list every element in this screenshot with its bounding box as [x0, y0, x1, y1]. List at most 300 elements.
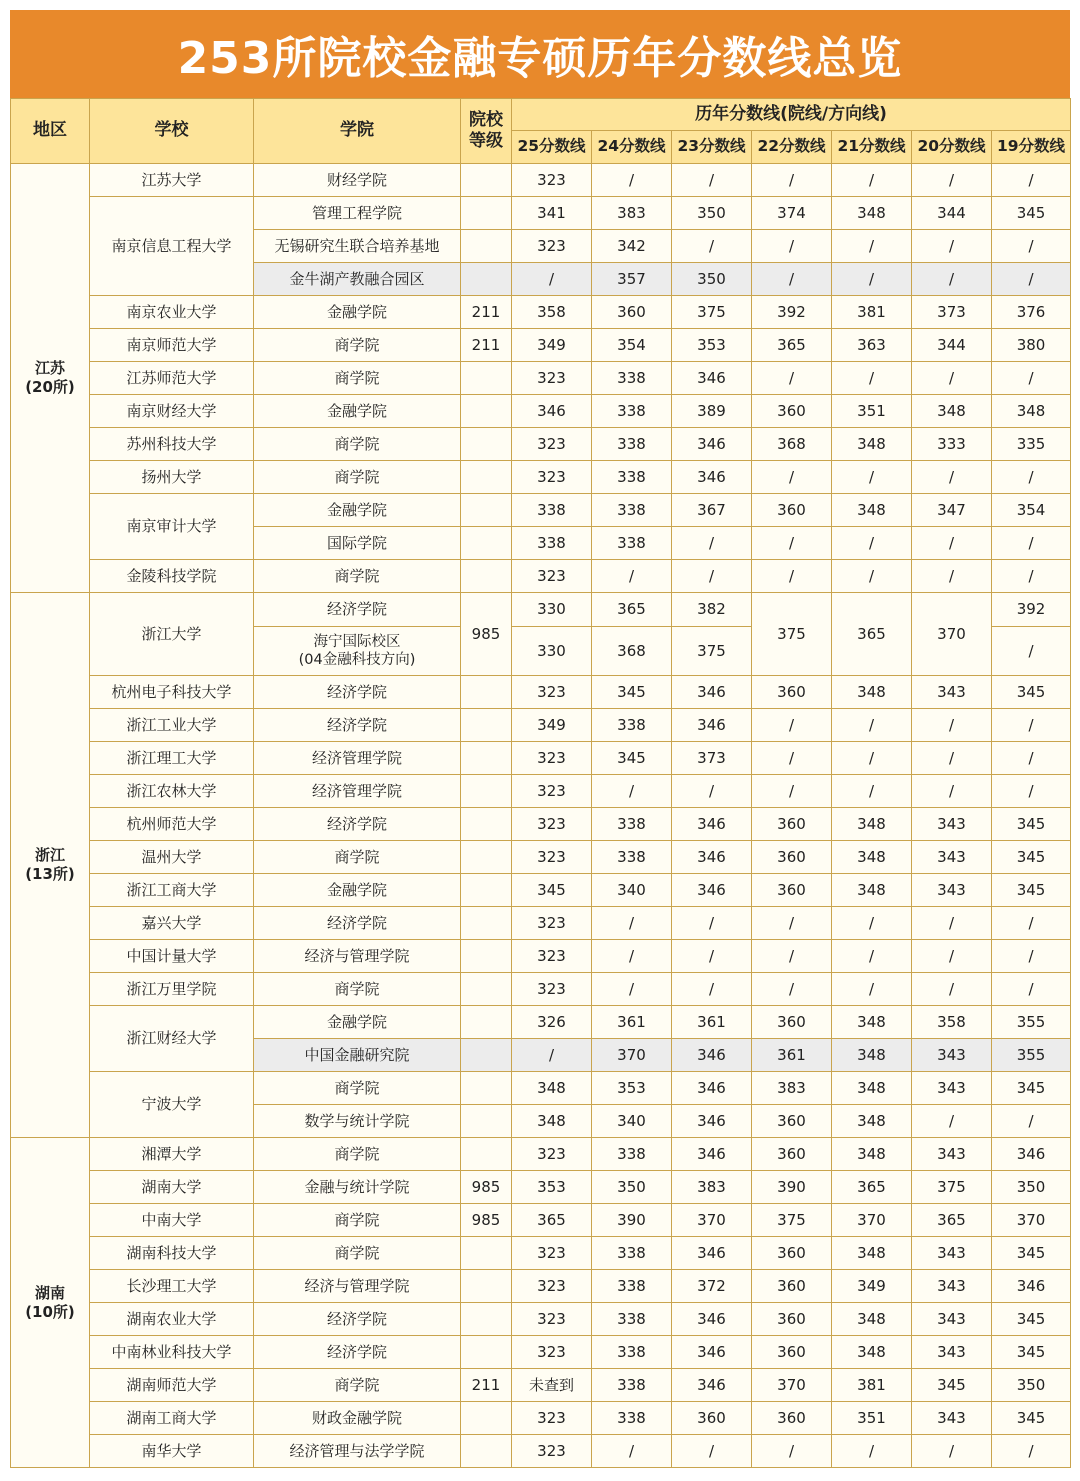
level-cell: 211: [461, 1369, 512, 1402]
school-cell: 浙江大学: [90, 593, 254, 676]
table-row: [11, 362, 1071, 395]
level-cell: [461, 907, 512, 940]
college-cell: 金融与统计学院: [254, 1171, 461, 1204]
college-cell: [254, 627, 461, 676]
score-cell: /: [672, 560, 752, 593]
score-cell: 345: [992, 1303, 1071, 1336]
score-cell: 348: [832, 1006, 912, 1039]
score-cell: 346: [672, 1237, 752, 1270]
header-year: 24分数线: [592, 131, 672, 164]
table-row: [11, 560, 1071, 593]
score-cell: /: [592, 1435, 672, 1468]
school-cell: 杭州师范大学: [90, 808, 254, 841]
score-cell: 338: [512, 527, 592, 560]
score-cell: 360: [752, 1105, 832, 1138]
school-cell: 湘潭大学: [90, 1138, 254, 1171]
score-cell: /: [912, 263, 992, 296]
school-cell: 湖南大学: [90, 1171, 254, 1204]
score-cell: /: [912, 362, 992, 395]
score-cell: 349: [512, 709, 592, 742]
school-cell: 南京信息工程大学: [90, 197, 254, 296]
score-cell: 348: [832, 428, 912, 461]
score-cell: /: [912, 230, 992, 263]
table-row: [11, 1303, 1071, 1336]
level-cell: 985: [461, 593, 512, 676]
level-cell: [461, 841, 512, 874]
score-cell: /: [832, 362, 912, 395]
header-level: [461, 99, 512, 164]
score-cell: 348: [832, 1303, 912, 1336]
level-cell: 985: [461, 1171, 512, 1204]
score-cell: 338: [592, 1270, 672, 1303]
table-row: [11, 841, 1071, 874]
table-row: [11, 329, 1071, 362]
score-cell: 343: [912, 808, 992, 841]
score-cell: 346: [672, 1039, 752, 1072]
score-cell: 345: [512, 874, 592, 907]
score-cell: /: [912, 775, 992, 808]
score-cell: 373: [912, 296, 992, 329]
score-cell: 368: [752, 428, 832, 461]
table-row: [11, 940, 1071, 973]
score-cell: 375: [912, 1171, 992, 1204]
score-cell: /: [992, 742, 1071, 775]
school-cell: 浙江农林大学: [90, 775, 254, 808]
level-cell: [461, 973, 512, 1006]
score-cell: 365: [512, 1204, 592, 1237]
score-cell: /: [672, 940, 752, 973]
score-cell: 349: [512, 329, 592, 362]
score-cell: /: [592, 973, 672, 1006]
college-cell: 数学与统计学院: [254, 1105, 461, 1138]
score-cell: 323: [512, 428, 592, 461]
score-cell: 343: [912, 1303, 992, 1336]
score-cell: /: [832, 940, 912, 973]
score-cell: /: [752, 527, 832, 560]
level-cell: [461, 1237, 512, 1270]
score-cell: 323: [512, 808, 592, 841]
score-cell: 348: [832, 841, 912, 874]
score-cell: 346: [672, 1303, 752, 1336]
header-school: 学校: [90, 99, 254, 164]
score-cell: 365: [752, 329, 832, 362]
school-cell: 南京审计大学: [90, 494, 254, 560]
college-cell: 无锡研究生联合培养基地: [254, 230, 461, 263]
score-cell: 323: [512, 973, 592, 1006]
school-cell: 浙江工业大学: [90, 709, 254, 742]
table-row: [11, 676, 1071, 709]
score-cell: 346: [992, 1270, 1071, 1303]
score-cell: 323: [512, 1303, 592, 1336]
score-cell: /: [912, 1435, 992, 1468]
score-cell: /: [832, 709, 912, 742]
score-cell: 323: [512, 1138, 592, 1171]
college-cell: 金牛湖产教融合园区: [254, 263, 461, 296]
score-cell: 346: [672, 676, 752, 709]
score-cell: 348: [832, 1105, 912, 1138]
score-cell: /: [512, 1039, 592, 1072]
score-cell: 348: [832, 676, 912, 709]
header-level-line2: 等级: [469, 131, 503, 151]
score-cell: 323: [512, 362, 592, 395]
score-cell: /: [752, 230, 832, 263]
college-cell: 财经学院: [254, 164, 461, 197]
score-table: [10, 98, 1071, 1468]
table-row: [11, 461, 1071, 494]
score-cell: 346: [672, 1138, 752, 1171]
score-cell: 346: [672, 1072, 752, 1105]
score-cell: 392: [992, 593, 1071, 627]
score-cell: 338: [592, 1336, 672, 1369]
score-cell: 358: [912, 1006, 992, 1039]
level-cell: [461, 1105, 512, 1138]
score-cell: /: [752, 709, 832, 742]
score-cell: 323: [512, 461, 592, 494]
score-cell: 375: [752, 1204, 832, 1237]
region-cell: [11, 593, 90, 1138]
score-cell: /: [752, 461, 832, 494]
score-cell: /: [992, 263, 1071, 296]
college-cell: 经济管理学院: [254, 742, 461, 775]
score-cell: /: [752, 742, 832, 775]
score-cell: 323: [512, 742, 592, 775]
level-cell: [461, 1039, 512, 1072]
table-row: [11, 742, 1071, 775]
table-row: [11, 197, 1071, 230]
score-cell: 351: [832, 395, 912, 428]
score-cell: 361: [592, 1006, 672, 1039]
score-cell: 345: [592, 676, 672, 709]
score-cell: 360: [752, 676, 832, 709]
score-cell: /: [832, 230, 912, 263]
score-cell: 375: [672, 627, 752, 676]
score-cell: /: [752, 362, 832, 395]
college-cell: 商学院: [254, 560, 461, 593]
score-cell: 383: [752, 1072, 832, 1105]
score-cell: /: [592, 940, 672, 973]
college-cell: 商学院: [254, 973, 461, 1006]
score-cell: 360: [752, 1138, 832, 1171]
table-row: [11, 1072, 1071, 1105]
score-cell: 338: [592, 709, 672, 742]
score-cell: 345: [992, 1237, 1071, 1270]
college-cell: 金融学院: [254, 494, 461, 527]
college-name: 海宁国际校区: [313, 633, 401, 650]
score-cell: 373: [672, 742, 752, 775]
score-cell: 338: [592, 1402, 672, 1435]
score-cell: 360: [752, 841, 832, 874]
score-cell: 345: [912, 1369, 992, 1402]
score-cell: 345: [992, 676, 1071, 709]
score-cell: 357: [592, 263, 672, 296]
level-cell: [461, 428, 512, 461]
score-cell: 344: [912, 197, 992, 230]
score-cell: 348: [912, 395, 992, 428]
school-cell: 杭州电子科技大学: [90, 676, 254, 709]
score-cell: 335: [992, 428, 1071, 461]
table-row: [11, 907, 1071, 940]
score-cell: 345: [992, 1072, 1071, 1105]
table-row: [11, 1369, 1071, 1402]
score-cell: /: [912, 560, 992, 593]
score-cell: 350: [992, 1171, 1071, 1204]
school-cell: 湖南工商大学: [90, 1402, 254, 1435]
college-cell: 经济管理学院: [254, 775, 461, 808]
school-cell: 温州大学: [90, 841, 254, 874]
score-cell: 361: [752, 1039, 832, 1072]
college-cell: 经济学院: [254, 808, 461, 841]
college-cell: 商学院: [254, 841, 461, 874]
score-cell: 376: [992, 296, 1071, 329]
score-cell: 345: [992, 1336, 1071, 1369]
table-row: [11, 1237, 1071, 1270]
level-cell: [461, 940, 512, 973]
level-cell: [461, 362, 512, 395]
score-cell: /: [832, 775, 912, 808]
score-cell: 365: [592, 593, 672, 627]
level-cell: [461, 197, 512, 230]
score-cell: /: [592, 775, 672, 808]
score-cell: 338: [592, 395, 672, 428]
score-cell: 345: [992, 874, 1071, 907]
table-row: [11, 428, 1071, 461]
score-cell: 380: [992, 329, 1071, 362]
score-cell: /: [832, 164, 912, 197]
score-cell: 338: [592, 461, 672, 494]
score-cell: 360: [752, 494, 832, 527]
score-cell: 333: [912, 428, 992, 461]
table-row: [11, 1171, 1071, 1204]
level-cell: [461, 1270, 512, 1303]
score-cell: 330: [512, 593, 592, 627]
score-cell: /: [992, 775, 1071, 808]
score-cell: 350: [672, 263, 752, 296]
score-cell: /: [752, 263, 832, 296]
score-cell: 343: [912, 676, 992, 709]
college-cell: 金融学院: [254, 395, 461, 428]
score-cell: 345: [992, 841, 1071, 874]
score-cell: 338: [592, 428, 672, 461]
score-cell: 361: [672, 1006, 752, 1039]
school-cell: 南京财经大学: [90, 395, 254, 428]
score-cell: 344: [912, 329, 992, 362]
score-cell: 346: [672, 841, 752, 874]
college-cell: 经济学院: [254, 709, 461, 742]
school-cell: 嘉兴大学: [90, 907, 254, 940]
score-cell: 未查到: [512, 1369, 592, 1402]
score-cell: 323: [512, 164, 592, 197]
score-cell: /: [672, 907, 752, 940]
score-cell: /: [752, 1435, 832, 1468]
score-cell: 355: [992, 1006, 1071, 1039]
score-cell: /: [752, 775, 832, 808]
score-cell: /: [672, 1435, 752, 1468]
score-cell: /: [912, 1105, 992, 1138]
region-cell: [11, 1138, 90, 1468]
score-cell: 323: [512, 230, 592, 263]
score-cell: 365: [912, 1204, 992, 1237]
level-cell: [461, 775, 512, 808]
score-cell: /: [752, 560, 832, 593]
school-cell: 浙江理工大学: [90, 742, 254, 775]
level-cell: [461, 461, 512, 494]
score-cell: 338: [592, 1303, 672, 1336]
score-cell: 343: [912, 841, 992, 874]
score-cell: 346: [672, 874, 752, 907]
college-cell: 金融学院: [254, 1006, 461, 1039]
score-cell: /: [992, 907, 1071, 940]
score-cell: 360: [752, 395, 832, 428]
score-cell: /: [512, 263, 592, 296]
score-cell: /: [912, 164, 992, 197]
score-cell: /: [992, 560, 1071, 593]
header-year: 25分数线: [512, 131, 592, 164]
score-cell: /: [992, 164, 1071, 197]
header-region: 地区: [11, 99, 90, 164]
school-cell: 江苏师范大学: [90, 362, 254, 395]
score-cell: 351: [832, 1402, 912, 1435]
score-cell: /: [832, 560, 912, 593]
score-cell: 338: [592, 1237, 672, 1270]
score-cell: 389: [672, 395, 752, 428]
score-cell: 323: [512, 1270, 592, 1303]
score-cell: /: [832, 742, 912, 775]
score-cell: /: [912, 940, 992, 973]
score-cell: 383: [592, 197, 672, 230]
school-cell: 南京师范大学: [90, 329, 254, 362]
score-cell: /: [672, 230, 752, 263]
table-row: [11, 164, 1071, 197]
score-cell: /: [912, 907, 992, 940]
score-cell: /: [912, 461, 992, 494]
score-cell: 370: [592, 1039, 672, 1072]
score-cell: 360: [752, 1402, 832, 1435]
school-cell: 南京农业大学: [90, 296, 254, 329]
score-cell: 323: [512, 940, 592, 973]
school-cell: 中南林业科技大学: [90, 1336, 254, 1369]
level-cell: 211: [461, 329, 512, 362]
table-row: [11, 874, 1071, 907]
score-cell: 390: [752, 1171, 832, 1204]
score-cell: 346: [672, 428, 752, 461]
score-cell: 348: [832, 808, 912, 841]
score-cell: 348: [832, 874, 912, 907]
score-cell: 342: [592, 230, 672, 263]
score-cell: /: [672, 164, 752, 197]
school-cell: 中南大学: [90, 1204, 254, 1237]
college-cell: 经济学院: [254, 1336, 461, 1369]
college-cell: 商学院: [254, 329, 461, 362]
score-cell: 346: [672, 808, 752, 841]
score-cell: 340: [592, 1105, 672, 1138]
table-row: [11, 1138, 1071, 1171]
level-cell: [461, 1303, 512, 1336]
score-cell: 323: [512, 1435, 592, 1468]
score-cell: 326: [512, 1006, 592, 1039]
college-cell: 经济学院: [254, 1303, 461, 1336]
score-cell: /: [992, 709, 1071, 742]
score-cell: 338: [592, 494, 672, 527]
score-cell: /: [992, 1105, 1071, 1138]
score-cell: 348: [832, 1336, 912, 1369]
score-cell: 345: [992, 808, 1071, 841]
score-cell: 370: [912, 593, 992, 676]
level-cell: [461, 1006, 512, 1039]
score-cell: 360: [752, 1237, 832, 1270]
score-cell: /: [912, 742, 992, 775]
score-cell: /: [992, 362, 1071, 395]
table-row: [11, 1336, 1071, 1369]
region-count: (10所): [25, 1302, 75, 1321]
table-row: [11, 808, 1071, 841]
college-cell: 经济管理与法学学院: [254, 1435, 461, 1468]
score-cell: 340: [592, 874, 672, 907]
school-cell: 苏州科技大学: [90, 428, 254, 461]
level-cell: [461, 527, 512, 560]
region-count: (13所): [25, 865, 75, 883]
score-cell: 350: [592, 1171, 672, 1204]
school-cell: 湖南科技大学: [90, 1237, 254, 1270]
college-cell: 商学院: [254, 428, 461, 461]
level-cell: [461, 263, 512, 296]
score-cell: 343: [912, 1270, 992, 1303]
score-cell: /: [752, 907, 832, 940]
college-cell: 商学院: [254, 1204, 461, 1237]
score-cell: 346: [672, 1105, 752, 1138]
score-cell: 343: [912, 1039, 992, 1072]
table-row: [11, 1006, 1071, 1039]
score-cell: 353: [512, 1171, 592, 1204]
score-cell: 343: [912, 1072, 992, 1105]
school-cell: 扬州大学: [90, 461, 254, 494]
school-cell: 江苏大学: [90, 164, 254, 197]
score-cell: 360: [752, 808, 832, 841]
score-cell: /: [992, 230, 1071, 263]
score-cell: 360: [752, 874, 832, 907]
score-cell: 323: [512, 775, 592, 808]
score-cell: 367: [672, 494, 752, 527]
score-cell: /: [992, 527, 1071, 560]
level-cell: [461, 742, 512, 775]
score-cell: 365: [832, 1171, 912, 1204]
table-row: [11, 1402, 1071, 1435]
level-cell: [461, 1138, 512, 1171]
school-cell: 中国计量大学: [90, 940, 254, 973]
score-cell: 323: [512, 1402, 592, 1435]
score-cell: /: [832, 973, 912, 1006]
college-cell: 经济学院: [254, 907, 461, 940]
score-cell: 360: [752, 1270, 832, 1303]
college-cell: 商学院: [254, 1138, 461, 1171]
score-cell: 348: [832, 1039, 912, 1072]
score-cell: 350: [992, 1369, 1071, 1402]
score-cell: 348: [992, 395, 1071, 428]
score-cell: 347: [912, 494, 992, 527]
score-cell: 374: [752, 197, 832, 230]
level-cell: [461, 164, 512, 197]
score-cell: 390: [592, 1204, 672, 1237]
table-row: [11, 296, 1071, 329]
score-cell: 345: [592, 742, 672, 775]
college-cell: 管理工程学院: [254, 197, 461, 230]
score-cell: /: [832, 263, 912, 296]
college-cell: 财政金融学院: [254, 1402, 461, 1435]
level-cell: [461, 808, 512, 841]
college-cell: 经济学院: [254, 593, 461, 627]
level-cell: [461, 1072, 512, 1105]
table-row: [11, 593, 1071, 627]
score-cell: 346: [672, 1336, 752, 1369]
